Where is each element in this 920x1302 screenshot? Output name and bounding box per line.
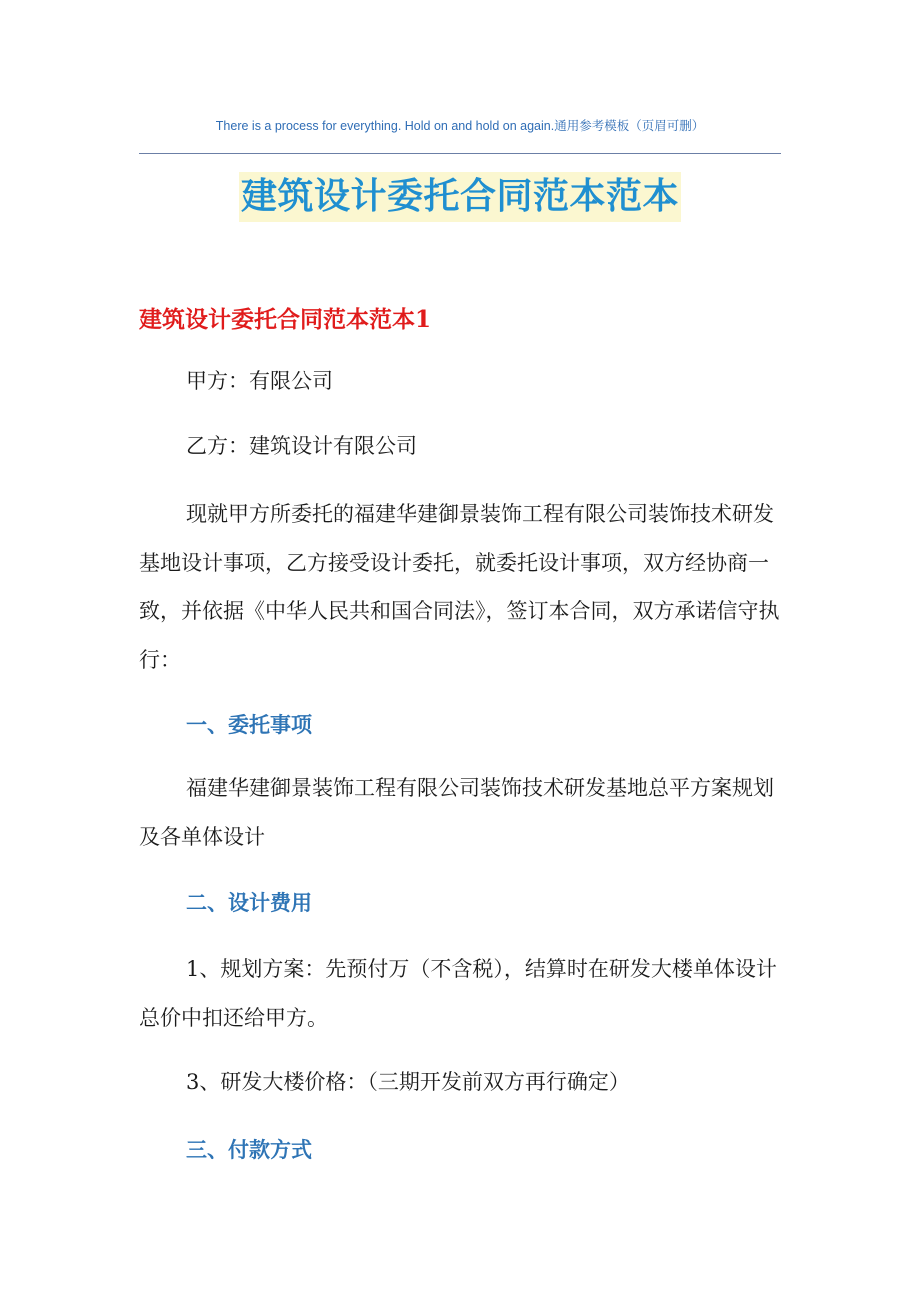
party-b-line: 乙方：建筑设计有限公司 <box>186 434 417 458</box>
section-title: 建筑设计委托合同范本范本1 <box>139 306 432 333</box>
heading-entrusted-matters: 一、委托事项 <box>186 713 312 737</box>
party-a-line: 甲方：有限公司 <box>186 369 333 393</box>
rd-building-price-paragraph: 3、研发大楼价格：（三期开发前双方再行确定） <box>186 1070 630 1094</box>
document-title-text: 建筑设计委托合同范本范本 <box>239 172 681 222</box>
planning-fee-paragraph: 1、规划方案：先预付万（不含税），结算时在研发大楼单体设计总价中扣还给甲方。 <box>139 957 777 1030</box>
entrusted-matters-paragraph: 福建华建御景装饰工程有限公司装饰技术研发基地总平方案规划及各单体设计 <box>139 776 774 849</box>
heading-payment-method: 三、付款方式 <box>186 1138 312 1162</box>
header-divider <box>139 153 781 154</box>
document-title <box>0 172 920 222</box>
heading-design-fees: 二、设计费用 <box>186 891 312 915</box>
page-header-text: There is a process for everything. Hold on and hold on again.通用参考模板（页眉可删） <box>215 119 705 133</box>
intro-paragraph: 现就甲方所委托的福建华建御景装饰工程有限公司装饰技术研发基地设计事项，乙方接受设计委托，就委托设计事项，双方经协商一致，并依据《中华人民共和国合同法》，签订本合同，双方承诺信守执行： <box>139 502 780 672</box>
